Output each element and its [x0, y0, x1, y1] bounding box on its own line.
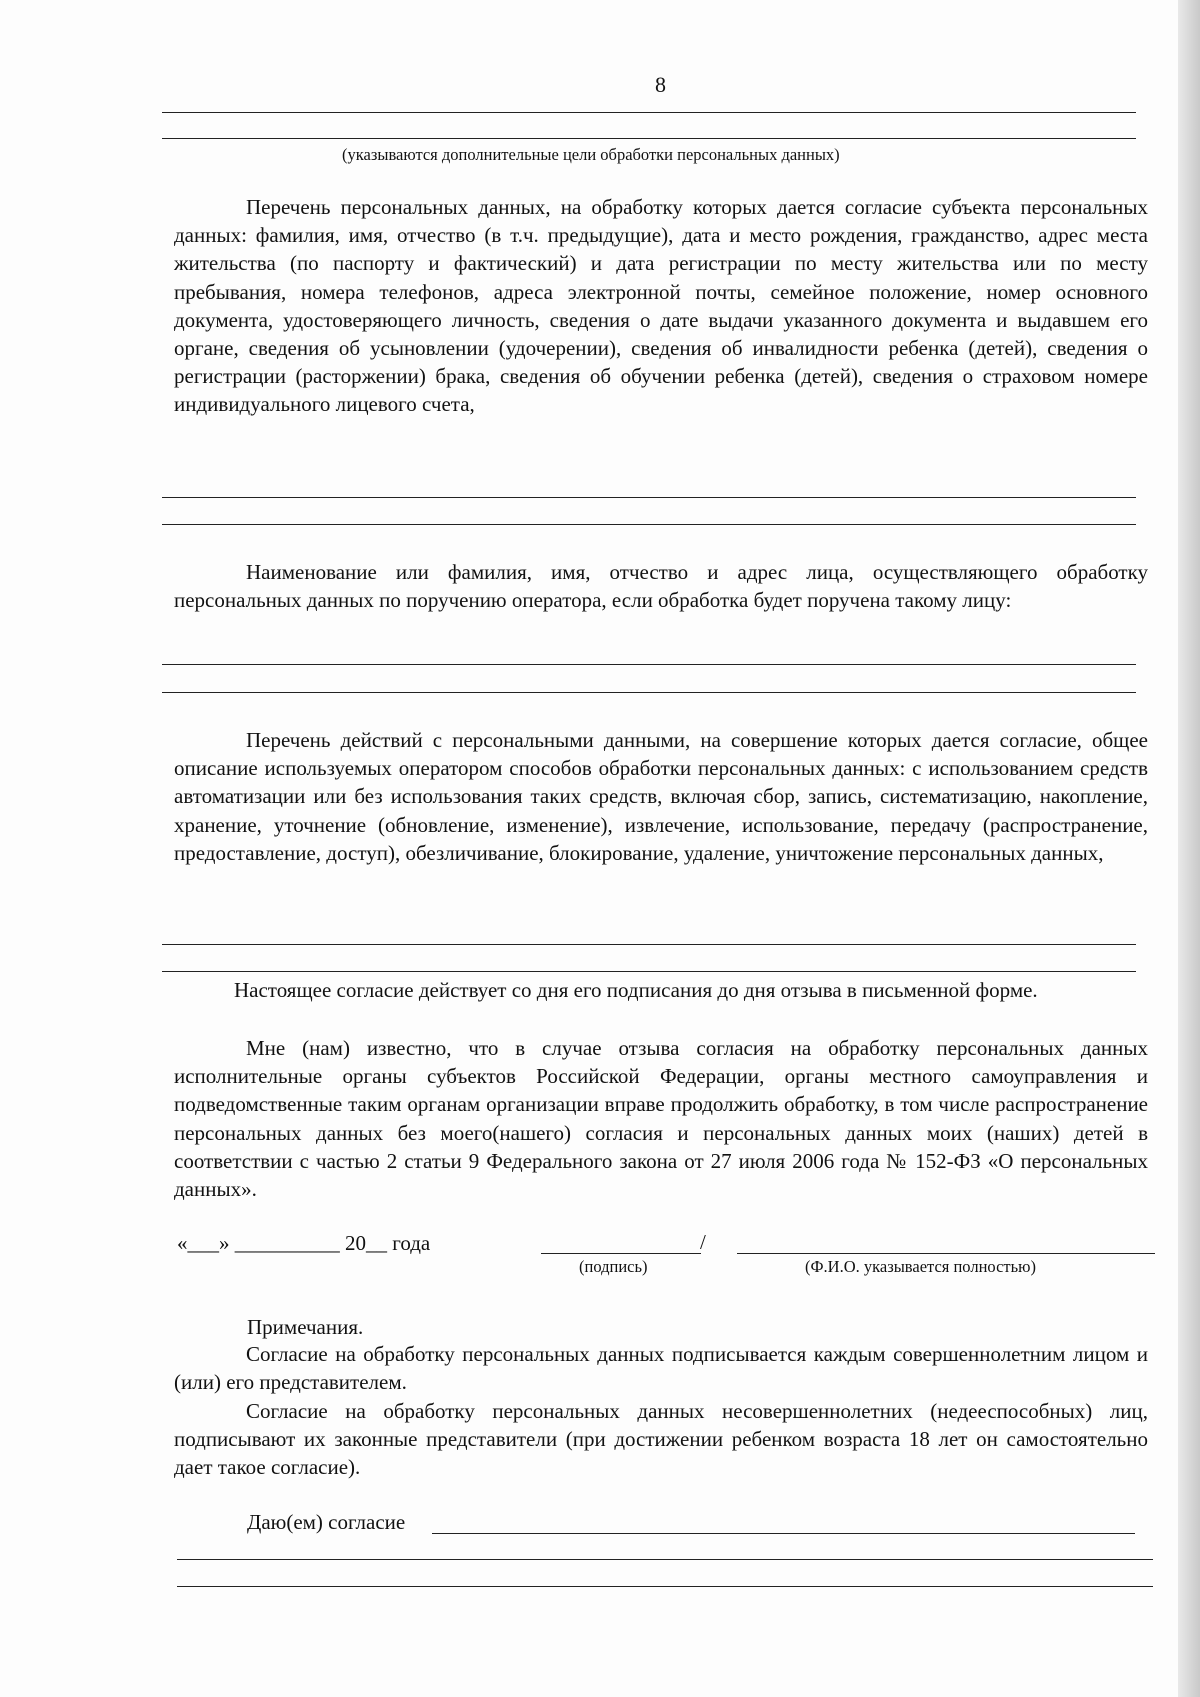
personal-data-blank-line-2[interactable] — [162, 524, 1136, 525]
signature-caption: (подпись) — [579, 1257, 648, 1276]
signature-slash: / — [700, 1230, 706, 1254]
note-2-paragraph: Согласие на обработку персональных данных несовершеннолетних (недееспособных) лиц, подписывают их законные представители (при достижении ребенком возраста 18 лет он самостоятельно дает такое согласие). — [174, 1399, 1148, 1480]
full-name-caption: (Ф.И.О. указывается полностью) — [805, 1257, 1036, 1276]
consent-label: Даю(ем) согласие — [247, 1510, 406, 1534]
withdrawal-paragraph: Мне (нам) известно, что в случае отзыва согласия на обработку персональных данных исполнительные органы субъектов Российской Федерации, органы местного самоуправления и подведомственные таким органам организации вправе продолжить обработку, в том числе распространение персональных данных без моего(нашего) согласия и персональных данных моих (наших) детей в соответствии с частью 2 статьи 9 Федерального закона от 27 июля 2006 года № 152-ФЗ «О персональных данных». — [174, 1036, 1148, 1202]
purpose-caption: (указываются дополнительные цели обработки персональных данных) — [342, 145, 840, 164]
purpose-blank-line-2[interactable] — [162, 138, 1136, 139]
processor-blank-line-1[interactable] — [162, 664, 1136, 665]
scan-page-edge — [1178, 0, 1200, 1697]
actions-blank-line-1[interactable] — [162, 944, 1136, 945]
purpose-blank-line-1[interactable] — [162, 112, 1136, 113]
consent-blank-line-1[interactable] — [432, 1533, 1135, 1534]
actions-blank-line-2[interactable] — [162, 971, 1136, 972]
personal-data-list-paragraph: Перечень персональных данных, на обработку которых дается согласие субъекта персональных данных: фамилия, имя, отчество (в т.ч. предыдущие), дата и место рождения, гражданство, адрес места жительства (по паспорту и фактический) и дата регистрации по месту жительства или по месту пребывания, номера телефонов, адреса электронной почты, семейное положение, номер основного документа, удостоверяющего личность, сведения о дате выдачи указанного документа и выдавшем его органе, сведения об усыновлении (удочерении), сведения об инвалидности ребенка (детей), сведения о регистрации (расторжении) брака, сведения об обучении ребенка (детей), сведения о страховом номере индивидуального лицевого счета, — [174, 195, 1148, 417]
personal-data-blank-line-1[interactable] — [162, 497, 1136, 498]
notes-heading: Примечания. — [247, 1315, 364, 1339]
processor-name-paragraph: Наименование или фамилия, имя, отчество и адрес лица, осуществляющего обработку персональных данных по поручению оператора, если обработка будет поручена такому лицу: — [174, 560, 1148, 613]
consent-blank-line-2[interactable] — [177, 1559, 1153, 1560]
validity-paragraph: Настоящее согласие действует со дня его подписания до дня отзыва в письменной форме. — [234, 978, 1038, 1002]
consent-blank-line-3[interactable] — [177, 1586, 1153, 1587]
full-name-blank-line[interactable] — [737, 1253, 1155, 1254]
actions-list-paragraph: Перечень действий с персональными данными, на совершение которых дается согласие, общее описание используемых оператором способов обработки персональных данных: с использованием средств автоматизации или без использования таких средств, включая сбор, запись, систематизацию, накопление, хранение, уточнение (обновление, изменение), извлечение, использование, передачу (распространение, предоставление, доступ), обезличивание, блокирование, удаление, уничтожение персональных данных, — [174, 728, 1148, 865]
signature-blank-line[interactable] — [541, 1253, 701, 1254]
page-number: 8 — [655, 72, 666, 97]
signature-date-field[interactable]: «___» __________ 20__ года — [177, 1231, 431, 1255]
processor-blank-line-2[interactable] — [162, 692, 1136, 693]
note-1-paragraph: Согласие на обработку персональных данных подписывается каждым совершеннолетним лицом и (или) его представителем. — [174, 1342, 1148, 1395]
